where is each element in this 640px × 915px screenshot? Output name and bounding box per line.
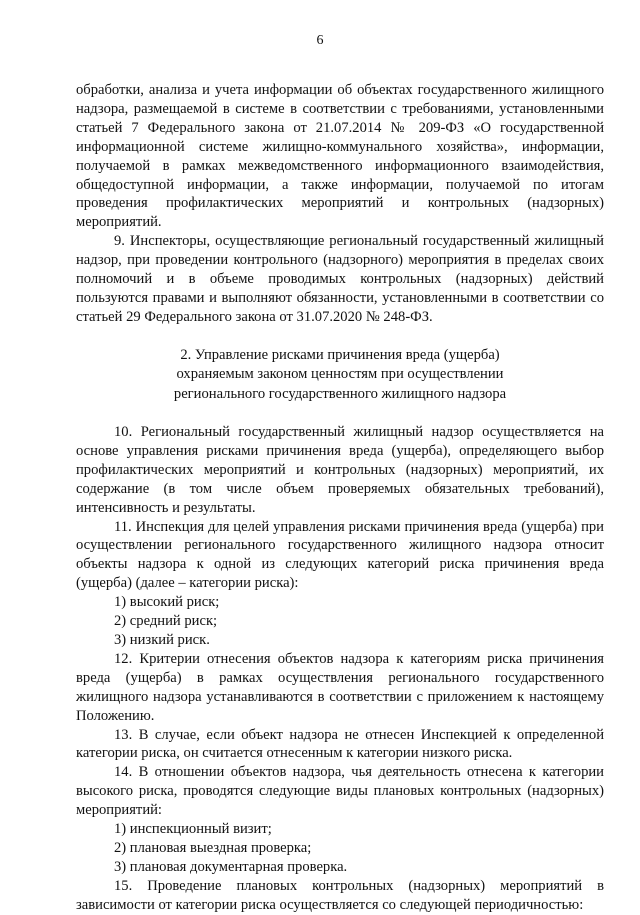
- list-item: 1) высокий риск;: [114, 594, 220, 611]
- paragraph: 12. Критерии отнесения объектов надзора к категориям риска причинения вреда (ущерба) в рамках осуществления регионального государственного жилищного надзора устанавливаются в соответствии с приложением к настоящему Положению.: [76, 650, 604, 724]
- section-title-line-2: охраняемым законом ценностям при осуществлении: [176, 366, 504, 383]
- section-paragraphs: [76, 423, 604, 915]
- paragraph: 14. В отношении объектов надзора, чья деятельность отнесена к категории высокого риска, проводятся следующие виды плановых контрольных (надзорных) мероприятий:: [76, 764, 604, 819]
- page-number: 6: [316, 33, 324, 48]
- document-body: [76, 81, 604, 915]
- list-item: 2) средний риск;: [114, 613, 218, 630]
- list-item: 1) инспекционный визит;: [114, 821, 272, 838]
- list-item: 3) плановая документарная проверка.: [114, 858, 348, 875]
- paragraph-continuation: обработки, анализа и учета информации об объектах государственного жилищного надзора, размещаемой в системе в соответствии с требованиями, установленными статьей 7 Федерального закона от 21.07.2014 № 209-ФЗ «О государственной информационной системе жилищно-коммунального хозяйства», информации, получаемой в рамках межведомственного информационного взаимодействия, общедоступной информации, а также информации, получаемой по итогам проведения профилактических мероприятий и контрольных (надзорных) мероприятий.: [76, 82, 604, 231]
- paragraph: 10. Региональный государственный жилищный надзор осуществляется на основе управления рисками причинения вреда (ущерба), определяющего выбор профилактических мероприятий и контрольных (надзорных) мероприятий, их содержание (в том числе объем проверяемых обязательных требований), интенсивность и результаты.: [76, 424, 604, 516]
- paragraph-9: 9. Инспекторы, осуществляющие региональный государственный жилищный надзор, при проведении контрольного (надзорного) мероприятия в пределах своих полномочий и в объеме проводимых контрольных (надзорных) действий пользуются правами и выполняют обязанности, установленными в соответствии со статьей 29 Федерального закона от 31.07.2020 № 248-ФЗ.: [76, 233, 604, 325]
- section-title-line-3: регионального государственного жилищного надзора: [173, 385, 507, 402]
- list-item: 3) низкий риск.: [114, 631, 210, 648]
- list-item: 2) плановая выездная проверка;: [114, 839, 312, 856]
- section-title: [76, 346, 604, 404]
- paragraph: 15. Проведение плановых контрольных (надзорных) мероприятий в зависимости от категории риска осуществляется со следующей периодичностью:: [76, 877, 604, 913]
- section-title-line-1: 2. Управление рисками причинения вреда (ущерба): [180, 346, 500, 363]
- paragraph: 11. Инспекция для целей управления рисками причинения вреда (ущерба) при осуществлении регионального государственного жилищного надзора относит объекты надзора к одной из следующих категорий риска причинения вреда (ущерба) (далее – категории риска):: [76, 518, 604, 592]
- paragraph: 13. В случае, если объект надзора не отнесен Инспекцией к определенной категории риска, он считается отнесенным к категории низкого риска.: [76, 726, 604, 762]
